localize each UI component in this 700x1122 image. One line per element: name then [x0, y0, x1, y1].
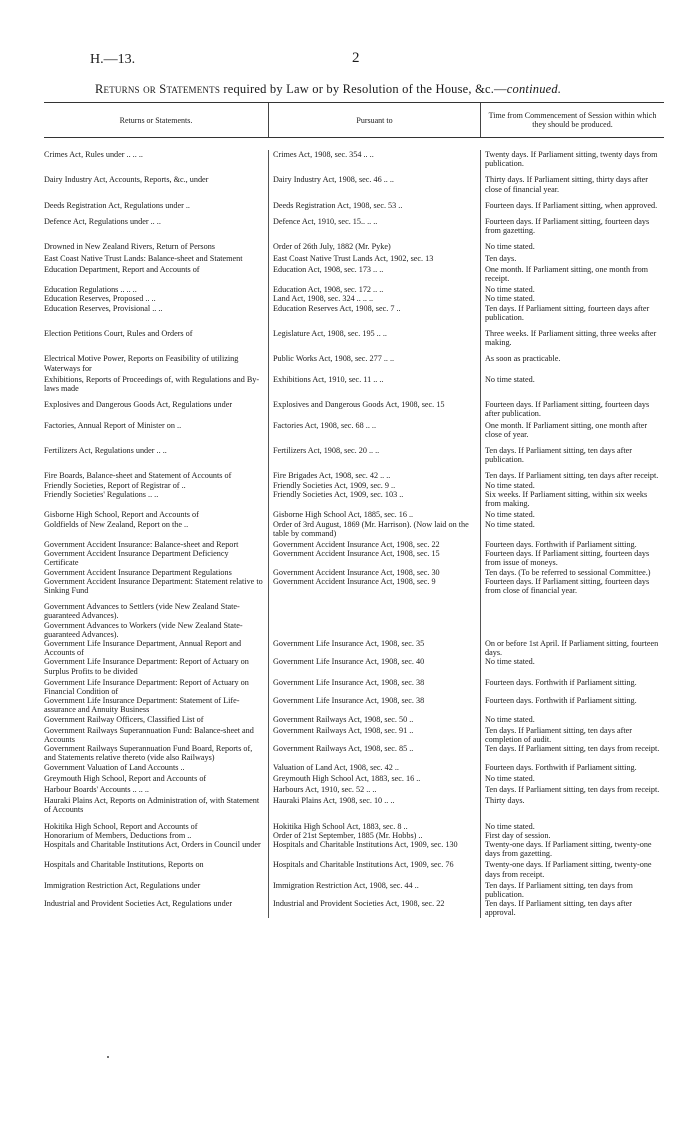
- row-pursuant: Defence Act, 1910, sec. 15.. .. ..: [268, 217, 480, 235]
- row-time: Fourteen days. Forthwith if Parliament sitting.: [480, 696, 664, 714]
- row-pursuant: Explosives and Dangerous Goods Act, 1908, sec. 15: [268, 400, 480, 418]
- row-time: Fourteen days. If Parliament sitting, fourteen days from gazetting.: [480, 217, 664, 235]
- row-return: Government Life Insurance Department: Report of Actuary on Financial Condition of: [44, 677, 249, 696]
- row-time: Ten days. If Parliament sitting, ten days from receipt.: [480, 744, 664, 762]
- row-pursuant: Order of 21st September, 1885 (Mr. Hobbs) ..: [268, 831, 480, 840]
- ink-mark: [107, 1056, 109, 1058]
- row-time: Ten days. If Parliament sitting, fourteen days after publication.: [480, 304, 664, 322]
- row-time: No time stated.: [480, 510, 664, 519]
- row-return: Government Railway Officers, Classified List of: [44, 714, 204, 724]
- row-return: Friendly Societies, Report of Registrar of ..: [44, 480, 186, 490]
- row-return: Explosives and Dangerous Goods Act, Regulations under: [44, 400, 233, 410]
- row-return: Harbour Boards' Accounts .. .. ..: [44, 784, 149, 794]
- row-return: Government Accident Insurance Department Deficiency Certificate: [44, 549, 229, 568]
- row-return: Government Accident Insurance: Balance-sheet and Report: [44, 539, 239, 549]
- row-pursuant: Public Works Act, 1908, sec. 277 .. ..: [268, 354, 480, 372]
- row-time: Fourteen days. If Parliament sitting, when approved.: [480, 201, 664, 210]
- row-return: Government Life Insurance Department: Statement of Life-assurance and Annuity Business: [44, 696, 240, 715]
- row-pursuant: Government Accident Insurance Act, 1908, sec. 22: [268, 540, 480, 549]
- row-time: Ten days.: [480, 254, 664, 263]
- row-time: One month. If Parliament sitting, one month after close of year.: [480, 421, 664, 439]
- row-pursuant: Fire Brigades Act, 1908, sec. 42 .. ..: [268, 471, 480, 480]
- row-return: Greymouth High School, Report and Accounts of: [44, 773, 207, 783]
- row-pursuant: [268, 602, 480, 620]
- row-pursuant: Factories Act, 1908, sec. 68 .. ..: [268, 421, 480, 439]
- row-return: Factories, Annual Report of Minister on ..: [44, 420, 182, 430]
- row-return: Education Reserves, Provisional .. ..: [44, 303, 163, 313]
- row-return: Exhibitions, Reports of Proceedings of, with Regulations and By-laws made: [44, 374, 260, 394]
- row-time: Fourteen days. If Parliament sitting, fourteen days from close of financial year.: [480, 577, 664, 595]
- row-return: Education Department, Report and Accounts of: [44, 264, 200, 274]
- row-time: Three weeks. If Parliament sitting, three weeks after making.: [480, 329, 664, 347]
- row-pursuant: Dairy Industry Act, 1908, sec. 46 .. ..: [268, 175, 480, 193]
- row-time: Fourteen days. If Parliament sitting, fourteen days from issue of moneys.: [480, 549, 664, 567]
- row-time: No time stated.: [480, 822, 664, 831]
- row-return: Election Petitions Court, Rules and Orders of: [44, 329, 193, 339]
- row-pursuant: East Coast Native Trust Lands Act, 1902, sec. 13: [268, 254, 480, 263]
- row-time: Fourteen days. If Parliament sitting, fourteen days after publication.: [480, 400, 664, 418]
- row-return: Hokitika High School, Report and Accounts of: [44, 821, 198, 831]
- row-pursuant: Hauraki Plains Act, 1908, sec. 10 .. ..: [268, 796, 480, 814]
- row-return: Education Reserves, Proposed .. ..: [44, 294, 156, 304]
- title-continued: continued.: [506, 82, 562, 96]
- column-header-time: Time from Commencement of Session within which they should be produced.: [480, 103, 664, 137]
- row-return: Government Railways Superannuation Fund Board, Reports of, and Statements relative thereto (vide also Railways): [44, 744, 253, 763]
- row-time: [480, 602, 664, 620]
- column-header-returns: Returns or Statements.: [119, 115, 193, 125]
- row-time: No time stated.: [480, 715, 664, 724]
- row-pursuant: Crimes Act, 1908, sec. 354 .. ..: [268, 150, 480, 168]
- row-return: Drowned in New Zealand Rivers, Return of Persons: [44, 242, 215, 252]
- row-return: Gisborne High School, Report and Accounts of: [44, 510, 199, 520]
- row-pursuant: Harbours Act, 1910, sec. 52 .. ..: [268, 785, 480, 794]
- row-return: Government Railways Superannuation Fund: Balance-sheet and Accounts: [44, 725, 254, 744]
- row-time: [480, 621, 664, 639]
- row-time: As soon as practicable.: [480, 354, 664, 372]
- row-time: One month. If Parliament sitting, one month from receipt.: [480, 265, 664, 283]
- row-pursuant: Valuation of Land Act, 1908, sec. 42 ..: [268, 763, 480, 772]
- row-pursuant: Hokitika High School Act, 1883, sec. 8 ..: [268, 822, 480, 831]
- row-pursuant: Order of 3rd August, 1869 (Mr. Harrison). (Now laid on the table by command): [268, 520, 480, 538]
- row-pursuant: Education Act, 1908, sec. 172 .. ..: [268, 285, 480, 294]
- row-pursuant: Gisborne High School Act, 1885, sec. 16 ..: [268, 510, 480, 519]
- row-pursuant: Legislature Act, 1908, sec. 195 .. ..: [268, 329, 480, 347]
- row-pursuant: Industrial and Provident Societies Act, 1908, sec. 22: [268, 899, 480, 917]
- row-time: Thirty days.: [480, 796, 664, 814]
- row-time: Ten days. If Parliament sitting, ten days after receipt.: [480, 471, 664, 480]
- row-return: Dairy Industry Act, Accounts, Reports, &c., under: [44, 175, 209, 185]
- row-return: Government Advances to Settlers (vide New Zealand State-guaranteed Advances).: [44, 602, 240, 621]
- row-time: No time stated.: [480, 481, 664, 490]
- row-pursuant: Education Act, 1908, sec. 173 .. ..: [268, 265, 480, 283]
- row-return: Fertilizers Act, Regulations under .. ..: [44, 446, 167, 456]
- row-pursuant: Deeds Registration Act, 1908, sec. 53 ..: [268, 201, 480, 210]
- row-return: Industrial and Provident Societies Act, Regulations under: [44, 899, 233, 909]
- row-return: Government Life Insurance Department, Annual Report and Accounts of: [44, 638, 242, 658]
- table-body: [44, 150, 664, 918]
- row-pursuant: Immigration Restriction Act, 1908, sec. 44 ..: [268, 881, 480, 899]
- row-pursuant: Exhibitions Act, 1910, sec. 11 .. ..: [268, 375, 480, 393]
- row-time: No time stated.: [480, 242, 664, 251]
- row-time: Twenty days. If Parliament sitting, twenty days from publication.: [480, 150, 664, 168]
- row-time: Fourteen days. Forthwith if Parliament sitting.: [480, 540, 664, 549]
- column-header-pursuant: Pursuant to: [268, 103, 480, 137]
- row-pursuant: Education Reserves Act, 1908, sec. 7 ..: [268, 304, 480, 322]
- row-return: Government Valuation of Land Accounts ..: [44, 762, 185, 772]
- title-smallcaps: Returns or Statements: [95, 82, 221, 96]
- row-time: Ten days. If Parliament sitting, ten days from receipt.: [480, 785, 664, 794]
- row-pursuant: Government Railways Act, 1908, sec. 91 ..: [268, 726, 480, 744]
- row-time: No time stated.: [480, 520, 664, 538]
- row-pursuant: Government Railways Act, 1908, sec. 50 ..: [268, 715, 480, 724]
- row-return: Defence Act, Regulations under .. ..: [44, 217, 161, 227]
- row-time: No time stated.: [480, 375, 664, 393]
- page-number: 2: [352, 50, 360, 66]
- row-return: Friendly Societies' Regulations .. ..: [44, 489, 159, 499]
- row-return: Goldfields of New Zealand, Report on the ..: [44, 519, 189, 529]
- row-pursuant: Friendly Societies Act, 1909, sec. 9 ..: [268, 481, 480, 490]
- row-return: Crimes Act, Rules under .. .. ..: [44, 150, 143, 159]
- row-pursuant: Hospitals and Charitable Institutions Act, 1909, sec. 130: [268, 840, 480, 858]
- row-time: Ten days. If Parliament sitting, ten days after approval.: [480, 899, 664, 917]
- title-middle: required by Law or by Resolution of the House, &c.—: [220, 82, 507, 96]
- row-return: Government Advances to Workers (vide New Zealand State-guaranteed Advances).: [44, 620, 243, 639]
- row-return: Education Regulations .. .. ..: [44, 285, 137, 295]
- row-pursuant: Government Accident Insurance Act, 1908, sec. 15: [268, 549, 480, 567]
- row-time: Fourteen days. Forthwith if Parliament sitting.: [480, 678, 664, 696]
- row-return: Electrical Motive Power, Reports on Feasibility of utilizing Waterways for: [44, 354, 239, 373]
- returns-table: [44, 102, 664, 918]
- row-pursuant: Greymouth High School Act, 1883, sec. 16 ..: [268, 774, 480, 783]
- row-return: Fire Boards, Balance-sheet and Statement of Accounts of: [44, 471, 232, 481]
- row-return: East Coast Native Trust Lands: Balance-sheet and Statement: [44, 253, 243, 263]
- row-pursuant: [268, 621, 480, 639]
- row-return: Immigration Restriction Act, Regulations under: [44, 880, 201, 890]
- row-return: Hospitals and Charitable Institutions Act, Orders in Council under: [44, 840, 261, 849]
- row-time: Thirty days. If Parliament sitting, thirty days after close of financial year.: [480, 175, 664, 193]
- table-header: [44, 102, 664, 138]
- row-pursuant: Order of 26th July, 1882 (Mr. Pyke): [268, 242, 480, 251]
- row-time: Twenty-one days. If Parliament sitting, twenty-one days from gazetting.: [480, 840, 664, 858]
- doc-code: H.—13.: [90, 52, 136, 67]
- row-time: No time stated.: [480, 774, 664, 783]
- row-pursuant: Hospitals and Charitable Institutions Act, 1909, sec. 76: [268, 860, 480, 878]
- row-pursuant: Government Railways Act, 1908, sec. 85 ..: [268, 744, 480, 762]
- row-pursuant: Government Life Insurance Act, 1908, sec. 35: [268, 639, 480, 657]
- row-pursuant: Land Act, 1908, sec. 324 .. .. ..: [268, 294, 480, 303]
- row-pursuant: Fertilizers Act, 1908, sec. 20 .. ..: [268, 446, 480, 464]
- row-time: No time stated.: [480, 294, 664, 303]
- row-pursuant: Government Life Insurance Act, 1908, sec. 38: [268, 678, 480, 696]
- row-pursuant: Government Accident Insurance Act, 1908, sec. 9: [268, 577, 480, 595]
- row-pursuant: Government Life Insurance Act, 1908, sec. 38: [268, 696, 480, 714]
- row-return: Deeds Registration Act, Regulations under ..: [44, 200, 190, 210]
- row-time: First day of session.: [480, 831, 664, 840]
- row-return: Government Life Insurance Department: Report of Actuary on Surplus Profits to be divided: [44, 657, 249, 676]
- row-time: Ten days. (To be referred to sessional Committee.): [480, 568, 664, 577]
- row-pursuant: Government Accident Insurance Act, 1908, sec. 30: [268, 568, 480, 577]
- row-time: No time stated.: [480, 285, 664, 294]
- row-time: Six weeks. If Parliament sitting, within six weeks from making.: [480, 490, 664, 508]
- row-time: Ten days. If Parliament sitting, ten days from publication.: [480, 881, 664, 899]
- row-return: Government Accident Insurance Department: Statement relative to Sinking Fund: [44, 576, 263, 595]
- row-return: Hospitals and Charitable Institutions, Reports on: [44, 860, 204, 870]
- row-time: Ten days. If Parliament sitting, ten days after publication.: [480, 446, 664, 464]
- page-title: [95, 82, 655, 97]
- row-time: Ten days. If Parliament sitting, ten days after completion of audit.: [480, 726, 664, 744]
- row-time: On or before 1st April. If Parliament sitting, fourteen days.: [480, 639, 664, 657]
- row-pursuant: Government Life Insurance Act, 1908, sec. 40: [268, 657, 480, 675]
- row-pursuant: Friendly Societies Act, 1909, sec. 103 ..: [268, 490, 480, 508]
- row-time: No time stated.: [480, 657, 664, 675]
- row-time: Fourteen days. Forthwith if Parliament sitting.: [480, 763, 664, 772]
- row-return: Government Accident Insurance Department Regulations: [44, 567, 232, 577]
- row-return: Honorarium of Members, Deductions from ..: [44, 830, 192, 840]
- row-time: Twenty-one days. If Parliament sitting, twenty-one days from receipt.: [480, 860, 664, 878]
- row-return: Hauraki Plains Act, Reports on Administration of, with Statement of Accounts: [44, 796, 260, 815]
